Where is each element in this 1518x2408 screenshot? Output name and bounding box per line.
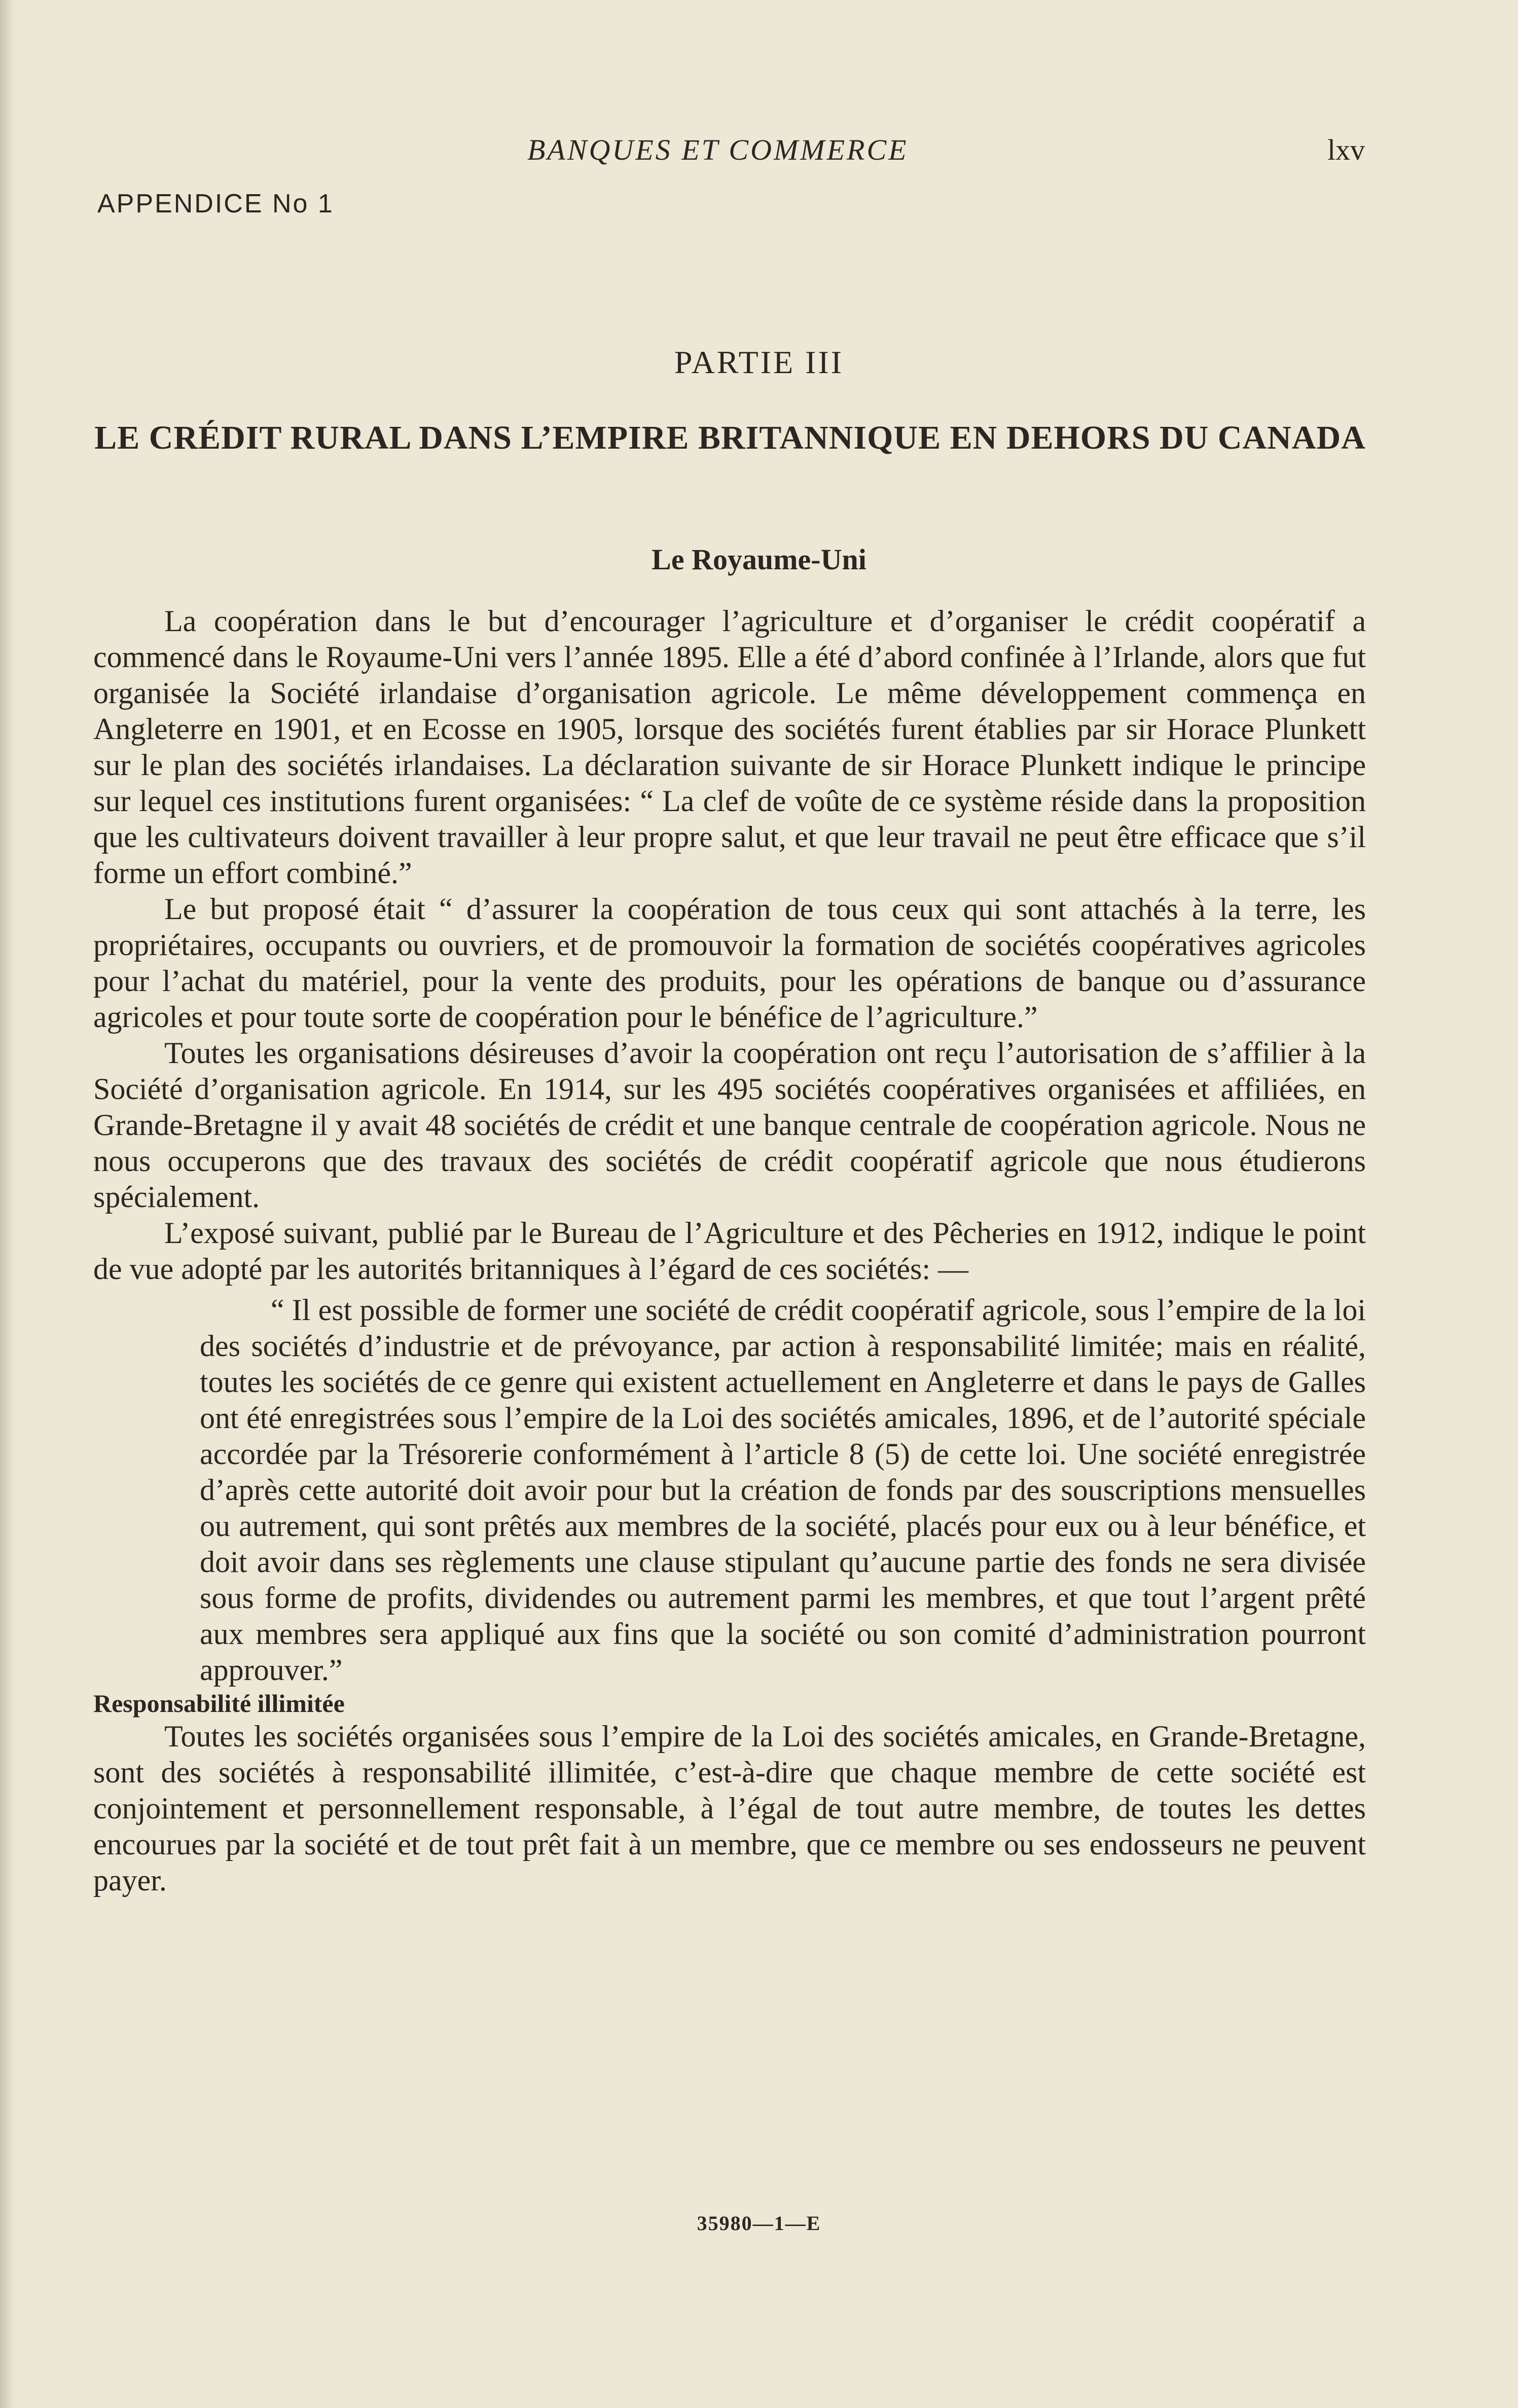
part-title: PARTIE III [674,344,844,380]
paragraph: Le but proposé était “ d’assurer la coopération de tous ceux qui sont attachés à la terre, les propriétaires, occupants ou ouvriers, et de promouvoir la formation de sociétés coopératives agricoles pour l’achat du matériel, pour la vente des produits, pour les opérations de banque ou d’assurance agricoles et pour toute sorte de coopération pour le bénéfice de l’agriculture.” [93,892,1366,1034]
main-title: LE CRÉDIT RURAL DANS L’EMPIRE BRITANNIQUE EN DEHORS DU CANADA [94,419,1366,456]
block-quote: “ Il est possible de former une société de crédit coopératif agricole, sous l’empire de la loi des sociétés d’industrie et de prévoyance, par action à responsabilité limitée; mais en réalité, toutes les sociétés de ce genre qui existent actuellement en Angleterre et dans le pays de Galles ont été enregistrées sous l’empire de la Loi des sociétés amicales, 1896, et de l’autorité spéciale accordée par la Trésorerie conformément à l’article 8 (5) de cette loi. Une société enregistrée d’après cette autorité doit avoir pour but la création de fonds par des souscriptions mensuelles ou autrement, qui sont prêtés aux membres de la société, placés pour eux ou à leur bénéfice, et doit avoir dans ses règlements une clause stipulant qu’aucune partie des fonds ne sera divisée sous forme de profits, dividendes ou autrement parmi les membres, et que tout l’argent prêté aux membres sera appliqué aux fins que la société ou son comité d’administration pourront approuver.” [200,1293,1366,1687]
footer-code: 35980—1—E [697,2212,821,2235]
paragraph: La coopération dans le but d’encourager l’agriculture et d’organiser le crédit coopératif a commencé dans le Royaume-Uni vers l’année 1895. Elle a été d’abord confinée à l’Irlande, alors que fut organisée la Société irlandaise d’organisation agricole. Le même développement commença en Angleterre en 1901, et en Ecosse en 1905, lorsque des sociétés furent établies par sir Horace Plunkett sur le plan des sociétés irlandaises. La déclaration suivante de sir Horace Plunkett indique le principe sur lequel ces institutions furent organisées: “ La clef de voûte de ce système réside dans la proposition que les cultivateurs doivent travailler à leur propre salut, et que leur travail ne peut être efficace que s’il forme un effort combiné.” [93,604,1366,890]
paragraph: Toutes les sociétés organisées sous l’empire de la Loi des sociétés amicales, en Grande-Bretagne, sont des sociétés à responsabilité illimitée, c’est-à-dire que chaque membre de cette société est conjointement et personnellement responsable, à l’égal de tout autre membre, de toutes les dettes encourues par la société et de tout prêt fait à un membre, que ce membre ou ses endosseurs ne peuvent payer. [93,1720,1366,1897]
paragraph: L’exposé suivant, publié par le Bureau de l’Agriculture et des Pêcheries en 1912, indique le point de vue adopté par les autorités britanniques à l’égard de ces sociétés: — [93,1216,1366,1286]
running-title: BANQUES ET COMMERCE [527,133,909,166]
appendix-label: APPENDICE No 1 [97,189,334,218]
subheading: Responsabilité illimitée [93,1689,345,1718]
page-number: lxv [1327,133,1365,166]
running-head [0,133,1518,173]
section-heading: Le Royaume-Uni [652,543,866,576]
paragraph: Toutes les organisations désireuses d’avoir la coopération ont reçu l’autorisation de s’affilier à la Société d’organisation agricole. En 1914, sur les 495 sociétés coopératives organisées et affiliées, en Grande-Bretagne il y avait 48 sociétés de crédit et une banque centrale de coopération agricole. Nous ne nous occuperons que des travaux des sociétés de crédit coopératif agricole que nous étudierons spécialement. [93,1036,1366,1214]
body-text [93,603,1366,1899]
